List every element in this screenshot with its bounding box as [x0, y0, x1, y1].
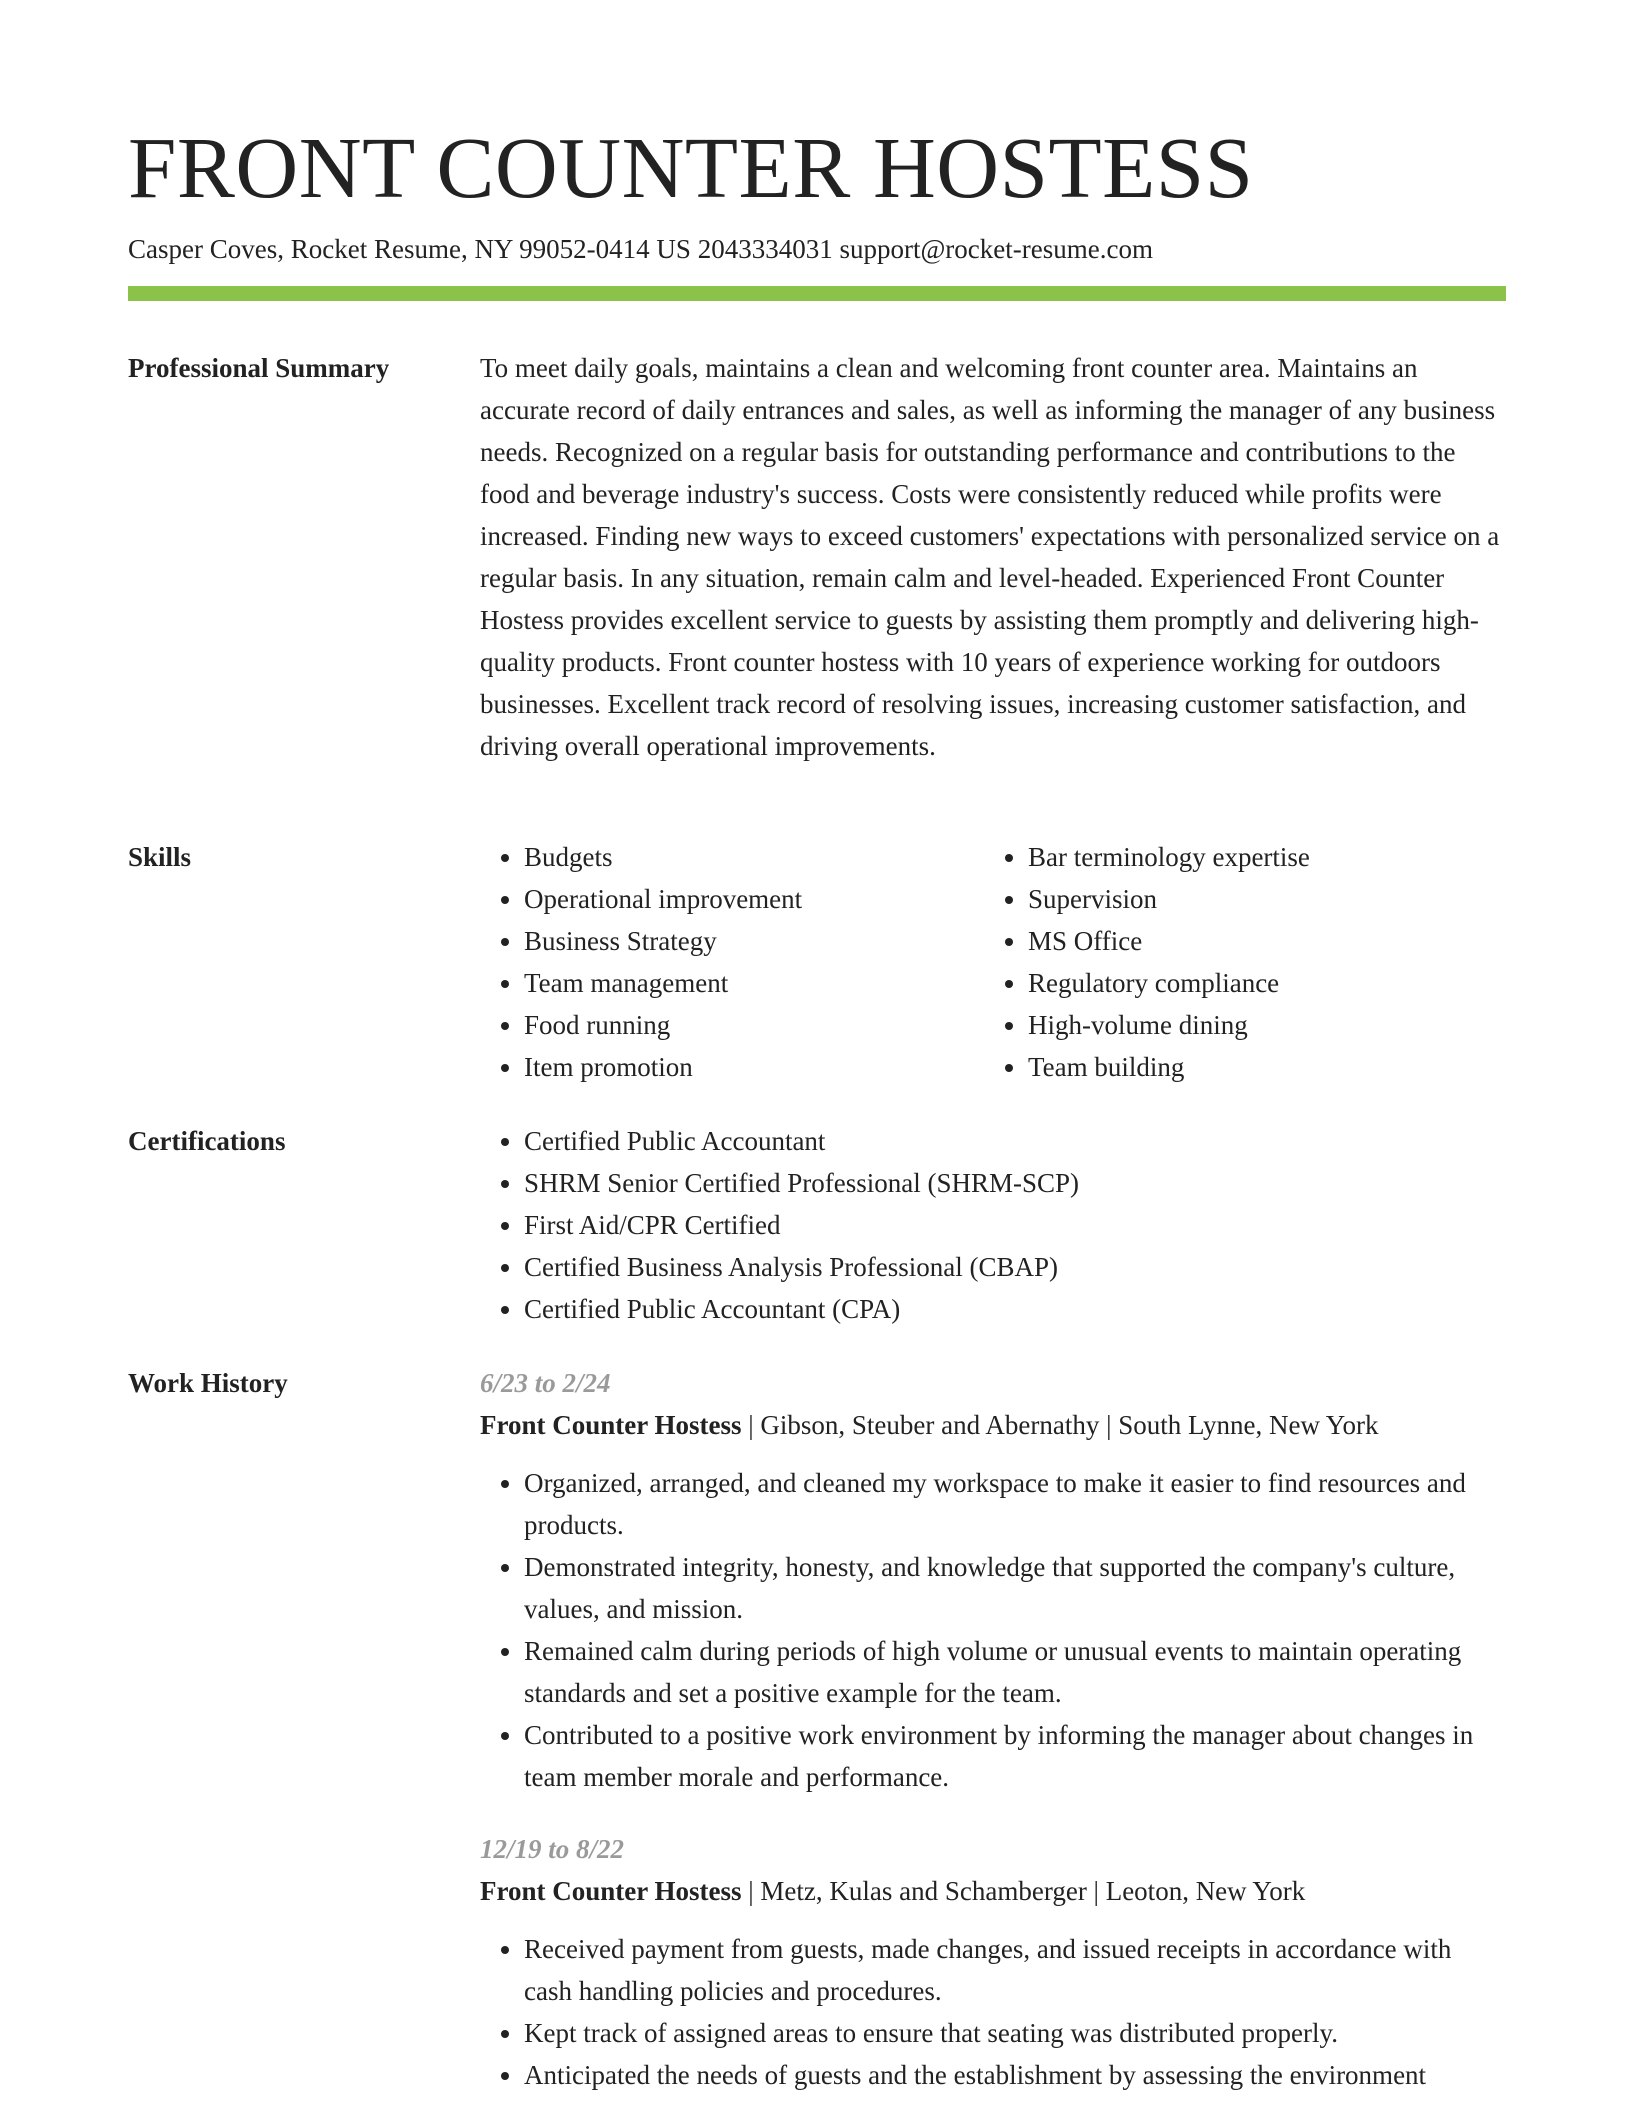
job-heading	[480, 1870, 1506, 1912]
skills-body	[480, 836, 1506, 1088]
certifications-body	[480, 1120, 1506, 1330]
skill-item: • Bar terminology expertise	[1028, 836, 1488, 878]
skill-item: • Team management	[524, 962, 984, 1004]
job-employer-location: | Gibson, Steuber and Abernathy | South Lynne, New York	[741, 1410, 1379, 1440]
job-bullet: • Kept track of assigned areas to ensure that seating was distributed properly.	[524, 2012, 1506, 2054]
skill-item: • High-volume dining	[1028, 1004, 1488, 1046]
skills-column-right	[984, 836, 1488, 1088]
job-bullet: • Organized, arranged, and cleaned my workspace to make it easier to find resources and products.	[524, 1462, 1506, 1546]
skills-column-left	[480, 836, 984, 1088]
work-history-body	[480, 1362, 1506, 2110]
resume-title: FRONT COUNTER HOSTESS	[128, 119, 1254, 216]
summary-body	[480, 347, 1506, 767]
skill-item: • Food running	[524, 1004, 984, 1046]
section-label-summary: Professional Summary	[128, 353, 390, 383]
skill-item: • Team building	[1028, 1046, 1488, 1088]
job-dates: 12/19 to 8/22	[480, 1834, 625, 1864]
skill-item: • Operational improvement	[524, 878, 984, 920]
certification-item: • Certified Public Accountant	[524, 1120, 1506, 1162]
job-heading	[480, 1404, 1506, 1446]
job-bullet: • Demonstrated integrity, honesty, and knowledge that supported the company's culture, values, and mission.	[524, 1546, 1506, 1630]
job-bullet: • Contributed to a positive work environment by informing the manager about changes in team member morale and performance.	[524, 1714, 1506, 1798]
job-bullet: • Received payment from guests, made changes, and issued receipts in accordance with cash handling policies and procedures.	[524, 1928, 1506, 2012]
section-label-certifications: Certifications	[128, 1126, 286, 1156]
skill-item: • Item promotion	[524, 1046, 984, 1088]
skill-item: • Business Strategy	[524, 920, 984, 962]
summary-text: To meet daily goals, maintains a clean and welcoming front counter area. Maintains an accurate record of daily entrances and sales, as well as informing the manager of any business needs. Recognized on a regular basis for outstanding performance and contributions to the food and beverage industry's success. Costs were consistently reduced while profits were increased. Finding new ways to exceed customers' expectations with personalized service on a regular basis. In any situation, remain calm and level-headed. Experienced Front Counter Hostess provides excellent service to guests by assisting them promptly and delivering high-quality products. Front counter hostess with 10 years of experience working for outdoors businesses. Excellent track record of resolving issues, increasing customer satisfaction, and driving overall operational improvements.	[480, 353, 1500, 761]
job-entry	[480, 1362, 1506, 1798]
job-bullet: • Remained calm during periods of high volume or unusual events to maintain operating standards and set a positive example for the team.	[524, 1630, 1506, 1714]
accent-divider	[128, 286, 1506, 301]
job-employer-location: | Metz, Kulas and Schamberger | Leoton, New York	[741, 1876, 1306, 1906]
section-label-work-history: Work History	[128, 1368, 288, 1398]
job-dates: 6/23 to 2/24	[480, 1368, 611, 1398]
skill-item: • Budgets	[524, 836, 984, 878]
job-bullet: • Anticipated the needs of guests and the establishment by assessing the environment	[524, 2054, 1506, 2096]
job-title: Front Counter Hostess	[480, 1410, 742, 1440]
certification-item: • SHRM Senior Certified Professional (SHRM-SCP)	[524, 1162, 1506, 1204]
certification-item: • Certified Public Accountant (CPA)	[524, 1288, 1506, 1330]
skill-item: • MS Office	[1028, 920, 1488, 962]
skill-item: • Supervision	[1028, 878, 1488, 920]
certification-item: • First Aid/CPR Certified	[524, 1204, 1506, 1246]
job-title: Front Counter Hostess	[480, 1876, 742, 1906]
contact-line: Casper Coves, Rocket Resume, NY 99052-0414 US 2043334031 support@rocket-resume.com	[128, 234, 1153, 264]
skill-item: • Regulatory compliance	[1028, 962, 1488, 1004]
section-label-skills: Skills	[128, 842, 192, 872]
job-entry	[480, 1828, 1506, 2096]
certification-item: • Certified Business Analysis Professional (CBAP)	[524, 1246, 1506, 1288]
